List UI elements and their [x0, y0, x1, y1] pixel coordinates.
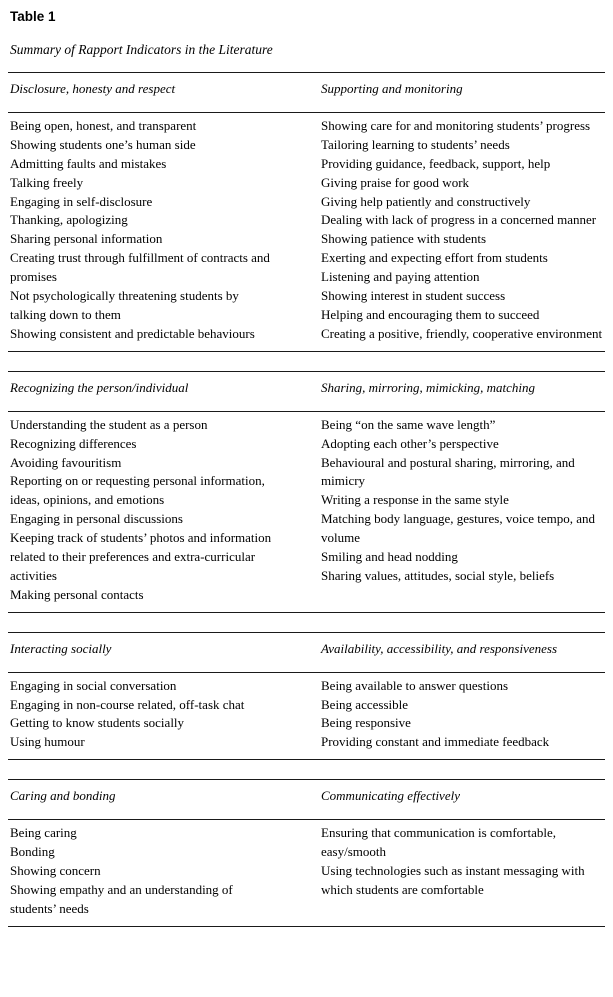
indicator-item: Dealing with lack of progress in a concerned manner [321, 212, 597, 228]
section-header-right: Sharing, mirroring, mimicking, matching [321, 379, 536, 395]
indicator-item: Keeping track of students’ photos and information related to their preferences and extra-curricular activities [10, 530, 272, 583]
section-header-right: Availability, accessibility, and responsiveness [321, 640, 558, 656]
indicator-item: Sharing personal information [10, 231, 163, 247]
indicator-list-right [321, 677, 605, 753]
indicator-item: Recognizing differences [10, 435, 137, 451]
indicator-item: Being open, honest, and transparent [10, 117, 197, 133]
indicator-item: Showing consistent and predictable behaviours [10, 325, 255, 341]
indicator-item: Engaging in self-disclosure [10, 193, 153, 209]
indicator-list-right [321, 824, 605, 919]
table-caption: Summary of Rapport Indicators in the Literature [10, 42, 273, 57]
indicator-list-left [8, 416, 321, 605]
indicator-item: Helping and encouraging them to succeed [321, 306, 540, 322]
indicator-item: Admitting faults and mistakes [10, 155, 167, 171]
table-section [8, 371, 605, 613]
indicator-item: Avoiding favouritism [10, 454, 122, 470]
indicator-item: Tailoring learning to students’ needs [321, 136, 510, 152]
section-header-left: Disclosure, honesty and respect [10, 81, 176, 96]
section-header-row [8, 632, 605, 673]
section-header-left: Caring and bonding [10, 788, 116, 804]
indicator-item: Engaging in social conversation [10, 677, 177, 693]
indicator-item: Engaging in non-course related, off-task chat [10, 696, 245, 712]
indicator-list-left [8, 117, 321, 344]
indicator-item: Showing students one’s human side [10, 136, 196, 152]
indicator-item: Being accessible [321, 696, 408, 712]
indicator-item: Writing a response in the same style [321, 492, 509, 508]
section-header-left: Recognizing the person/individual [10, 379, 189, 395]
section-body-row [8, 673, 605, 761]
indicator-item: Exerting and expecting effort from students [321, 250, 548, 266]
table-section [8, 72, 605, 352]
indicator-item: Thanking, apologizing [10, 212, 128, 228]
indicator-item: Using humour [10, 734, 85, 750]
indicator-item: Being “on the same wave length” [321, 416, 496, 432]
section-body-row [8, 113, 605, 352]
section-header-row [8, 72, 605, 113]
table-section [8, 632, 605, 761]
indicator-item: Being caring [10, 825, 77, 841]
indicator-item: Reporting on or requesting personal information, ideas, opinions, and emotions [10, 473, 265, 508]
section-header-row [8, 779, 605, 820]
indicator-item: Providing guidance, feedback, support, help [321, 155, 551, 171]
indicator-item: Being responsive [321, 715, 411, 731]
indicator-item: Sharing values, attitudes, social style, beliefs [321, 567, 555, 583]
indicator-item: Behavioural and postural sharing, mirroring, and mimicry [321, 454, 575, 489]
indicator-list-left [8, 824, 321, 919]
indicator-item: Providing constant and immediate feedback [321, 734, 550, 750]
indicator-item: Showing concern [10, 863, 101, 878]
indicator-item: Bonding [10, 844, 55, 860]
section-header-row [8, 371, 605, 412]
indicator-item: Creating a positive, friendly, cooperative environment [321, 325, 603, 341]
indicator-item: Smiling and head nodding [321, 549, 458, 565]
section-body-row [8, 412, 605, 613]
section-header-right: Communicating effectively [321, 788, 460, 804]
indicator-item: Engaging in personal discussions [10, 511, 183, 527]
indicator-item: Showing interest in student success [321, 288, 506, 304]
indicator-item: Talking freely [10, 174, 84, 190]
indicator-item: Giving help patiently and constructively [321, 193, 531, 209]
indicator-item: Showing care for and monitoring students’ progress [321, 117, 591, 133]
indicator-item: Understanding the student as a person [10, 416, 208, 432]
indicator-list-right [321, 416, 605, 605]
indicator-item: Adopting each other’s perspective [321, 435, 499, 451]
indicator-item: Ensuring that communication is comfortable, easy/smooth [321, 825, 557, 860]
indicator-item: Making personal contacts [10, 586, 144, 602]
indicator-item: Matching body language, gestures, voice tempo, and volume [321, 511, 596, 546]
indicator-item: Showing patience with students [321, 231, 487, 247]
table-label: Table 1 [10, 9, 56, 24]
indicator-item: Listening and paying attention [321, 269, 480, 285]
section-header-left: Interacting socially [10, 640, 112, 656]
indicator-item: Creating trust through fulfillment of contracts and promises [10, 250, 270, 285]
indicator-item: Getting to know students socially [10, 715, 185, 731]
rapport-table [8, 72, 605, 927]
section-body-row [8, 820, 605, 927]
indicator-item: Using technologies such as instant messaging with which students are comfortable [321, 863, 585, 897]
indicator-item: Not psychologically threatening students by talking down to them [10, 288, 239, 322]
table-section [8, 779, 605, 926]
indicator-item: Showing empathy and an understanding of students’ needs [10, 881, 233, 916]
indicator-item: Being available to answer questions [321, 677, 509, 693]
indicator-list-left [8, 677, 321, 753]
section-header-right: Supporting and monitoring [321, 81, 463, 96]
indicator-list-right [321, 117, 605, 344]
indicator-item: Giving praise for good work [321, 174, 470, 190]
